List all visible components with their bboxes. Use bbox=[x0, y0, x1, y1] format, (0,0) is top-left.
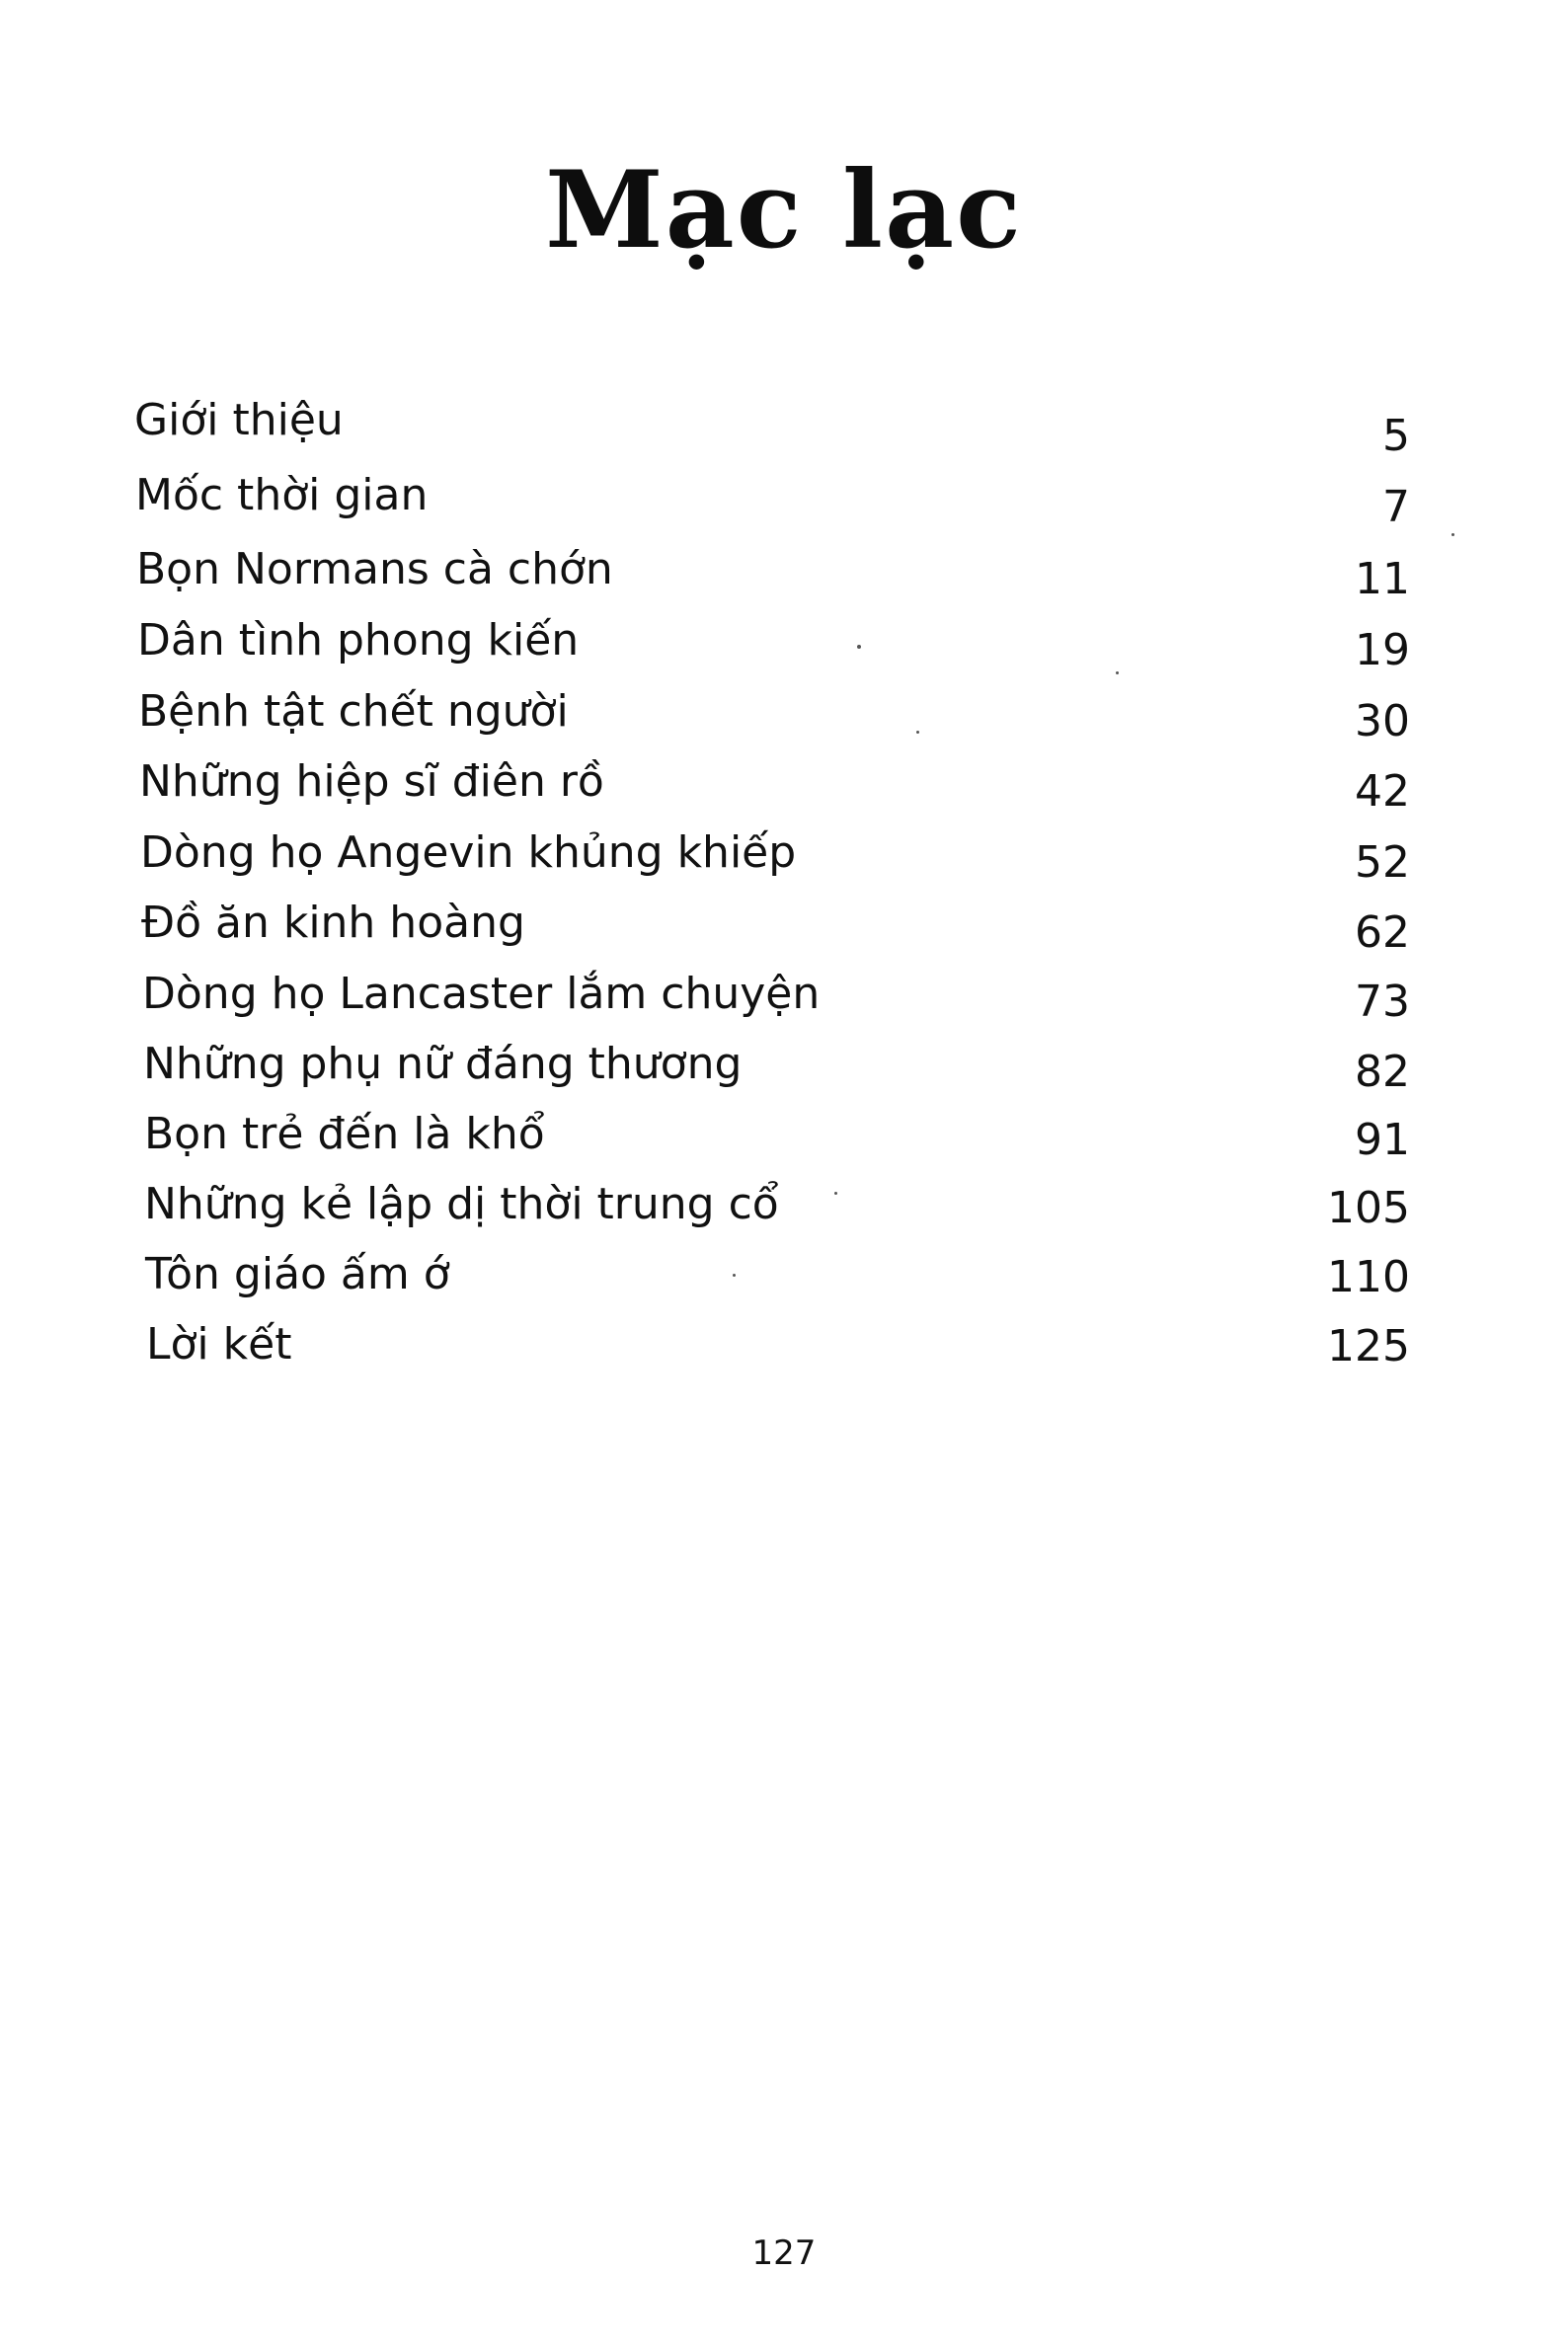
toc-entry-title: Dân tình phong kiến bbox=[137, 615, 580, 666]
toc-entry-page: 62 bbox=[1355, 907, 1410, 958]
toc-entry-title: Tôn giáo ấm ớ bbox=[145, 1249, 450, 1299]
toc-entry-title: Đồ ăn kinh hoàng bbox=[141, 898, 525, 948]
toc-entry-title: Lời kết bbox=[146, 1319, 292, 1370]
toc-entry-page: 110 bbox=[1327, 1252, 1410, 1302]
scan-speck bbox=[733, 1274, 736, 1277]
scan-speck bbox=[1116, 671, 1119, 674]
toc-entry-title: Dòng họ Angevin khủng khiếp bbox=[140, 827, 797, 878]
toc-entry-title: Dòng họ Lancaster lắm chuyện bbox=[142, 969, 821, 1019]
toc-entry-page: 42 bbox=[1355, 766, 1410, 817]
page-title: Mạc lạc bbox=[545, 148, 1023, 273]
toc-entry-page: 5 bbox=[1382, 411, 1410, 461]
scan-speck bbox=[916, 731, 919, 734]
toc-entry-title: Những hiệp sĩ điên rồ bbox=[139, 756, 604, 807]
toc-entry-page: 125 bbox=[1327, 1321, 1410, 1371]
toc-entry-page: 73 bbox=[1355, 977, 1410, 1027]
toc-entry-title: Mốc thời gian bbox=[135, 470, 429, 520]
toc-entry-title: Bọn trẻ đến là khổ bbox=[144, 1109, 545, 1159]
toc-entry-page: 7 bbox=[1382, 482, 1410, 532]
toc-entry-page: 91 bbox=[1355, 1115, 1410, 1165]
toc-entry-page: 105 bbox=[1327, 1183, 1410, 1233]
toc-entry-title: Những kẻ lập dị thời trung cổ bbox=[144, 1179, 779, 1229]
toc-entry-page: 82 bbox=[1355, 1047, 1410, 1097]
toc-entry-title: Những phụ nữ đáng thương bbox=[143, 1039, 743, 1089]
page-number: 127 bbox=[751, 2233, 817, 2273]
scan-speck bbox=[834, 1192, 837, 1195]
scan-speck bbox=[1451, 533, 1454, 536]
toc-entry-title: Bệnh tật chết người bbox=[138, 686, 569, 737]
scan-speck bbox=[857, 645, 861, 649]
toc-entry-page: 19 bbox=[1355, 625, 1410, 675]
toc-entry-title: Giới thiệu bbox=[134, 395, 344, 445]
toc-entry-title: Bọn Normans cà chớn bbox=[136, 544, 613, 594]
toc-entry-page: 52 bbox=[1355, 837, 1410, 888]
toc-entry-page: 30 bbox=[1355, 696, 1410, 746]
toc-entry-page: 11 bbox=[1355, 554, 1410, 604]
